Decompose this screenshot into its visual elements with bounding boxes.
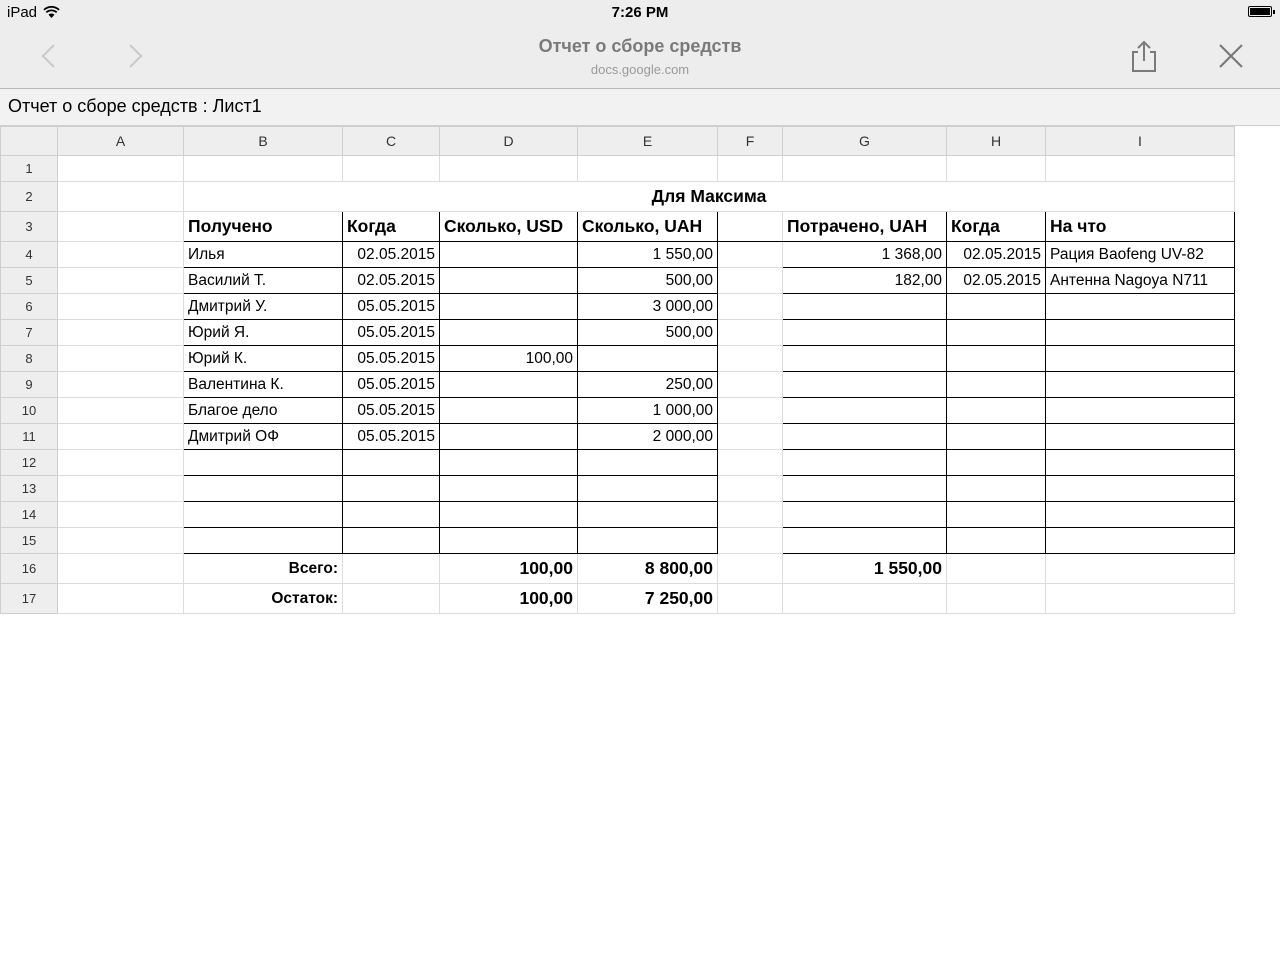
expense-what[interactable] — [1046, 294, 1235, 320]
row-header[interactable]: 1 — [1, 156, 58, 182]
cell[interactable] — [58, 212, 184, 242]
income-date[interactable]: 02.05.2015 — [343, 242, 440, 268]
expense-date[interactable] — [947, 424, 1046, 450]
cell[interactable] — [58, 182, 184, 212]
cell[interactable] — [58, 320, 184, 346]
cell[interactable] — [578, 450, 718, 476]
row-header[interactable]: 10 — [1, 398, 58, 424]
cell[interactable] — [783, 584, 947, 614]
income-usd[interactable] — [440, 242, 578, 268]
header-when-spent[interactable]: Когда — [947, 212, 1046, 242]
cell[interactable] — [947, 476, 1046, 502]
rest-uah[interactable]: 7 250,00 — [578, 584, 718, 614]
expense-date[interactable] — [947, 372, 1046, 398]
row-header[interactable]: 16 — [1, 554, 58, 584]
cell[interactable] — [58, 372, 184, 398]
cell[interactable] — [184, 528, 343, 554]
cell[interactable] — [58, 268, 184, 294]
cell[interactable] — [58, 450, 184, 476]
row-header[interactable]: 11 — [1, 424, 58, 450]
cell[interactable] — [1046, 450, 1235, 476]
income-usd[interactable] — [440, 372, 578, 398]
table-row — [1, 584, 1235, 614]
cell[interactable] — [578, 156, 718, 182]
cell[interactable] — [58, 156, 184, 182]
close-icon[interactable] — [1214, 39, 1248, 73]
table-row — [1, 294, 1235, 320]
spreadsheet-grid — [0, 126, 1235, 614]
income-date[interactable]: 02.05.2015 — [343, 268, 440, 294]
cell[interactable] — [58, 476, 184, 502]
income-name[interactable]: Благое дело — [184, 398, 343, 424]
expense-what[interactable] — [1046, 424, 1235, 450]
cell[interactable] — [184, 450, 343, 476]
row-header[interactable]: 8 — [1, 346, 58, 372]
table-row — [1, 182, 1235, 212]
income-uah[interactable]: 500,00 — [578, 320, 718, 346]
cell[interactable] — [343, 156, 440, 182]
cell[interactable] — [58, 584, 184, 614]
sheet-title: Отчет о сборе средств : Лист1 — [8, 96, 262, 116]
cell[interactable] — [718, 554, 783, 584]
cell[interactable] — [184, 156, 343, 182]
total-uah[interactable]: 8 800,00 — [578, 554, 718, 584]
table-row — [1, 554, 1235, 584]
expense-date[interactable] — [947, 346, 1046, 372]
row-header[interactable]: 9 — [1, 372, 58, 398]
expense-amount[interactable] — [783, 398, 947, 424]
cell[interactable] — [718, 528, 783, 554]
expense-what[interactable] — [1046, 398, 1235, 424]
income-uah[interactable]: 1 550,00 — [578, 242, 718, 268]
sheet-title-bar — [0, 89, 1280, 126]
cell[interactable] — [947, 502, 1046, 528]
total-spent[interactable]: 1 550,00 — [783, 554, 947, 584]
cell[interactable] — [440, 156, 578, 182]
column-header-i[interactable]: I — [1046, 127, 1235, 156]
cell[interactable] — [718, 242, 783, 268]
row-header[interactable]: 5 — [1, 268, 58, 294]
rest-usd[interactable]: 100,00 — [440, 584, 578, 614]
row-header[interactable]: 6 — [1, 294, 58, 320]
expense-what[interactable]: Рация Baofeng UV-82 — [1046, 242, 1235, 268]
income-usd[interactable] — [440, 424, 578, 450]
cell[interactable] — [1046, 502, 1235, 528]
column-header-d[interactable]: D — [440, 127, 578, 156]
cell[interactable] — [184, 476, 343, 502]
cell[interactable] — [718, 450, 783, 476]
table-row — [1, 320, 1235, 346]
cell[interactable] — [718, 476, 783, 502]
cell[interactable] — [718, 156, 783, 182]
total-label[interactable]: Всего: — [184, 554, 343, 584]
cell[interactable] — [1046, 528, 1235, 554]
income-usd[interactable] — [440, 320, 578, 346]
income-name[interactable]: Дмитрий ОФ — [184, 424, 343, 450]
income-name[interactable]: Василий Т. — [184, 268, 343, 294]
expense-amount[interactable] — [783, 320, 947, 346]
cell[interactable] — [947, 554, 1046, 584]
cell[interactable] — [578, 502, 718, 528]
income-usd[interactable]: 100,00 — [440, 346, 578, 372]
cell[interactable] — [440, 450, 578, 476]
expense-what[interactable]: Антенна Nagoya N711 — [1046, 268, 1235, 294]
table-row — [1, 346, 1235, 372]
row-header[interactable]: 2 — [1, 182, 58, 212]
header-received[interactable]: Получено — [184, 212, 343, 242]
income-name[interactable]: Валентина К. — [184, 372, 343, 398]
header-when[interactable]: Когда — [343, 212, 440, 242]
cell[interactable] — [440, 528, 578, 554]
total-usd[interactable]: 100,00 — [440, 554, 578, 584]
cell[interactable] — [343, 528, 440, 554]
column-header-e[interactable]: E — [578, 127, 718, 156]
income-date[interactable]: 05.05.2015 — [343, 424, 440, 450]
expense-what[interactable] — [1046, 320, 1235, 346]
income-uah[interactable] — [578, 346, 718, 372]
income-uah[interactable]: 2 000,00 — [578, 424, 718, 450]
income-uah[interactable]: 500,00 — [578, 268, 718, 294]
status-time: 7:26 PM — [611, 4, 669, 21]
cell[interactable] — [947, 584, 1046, 614]
battery-icon — [1248, 6, 1272, 17]
expense-date[interactable]: 02.05.2015 — [947, 268, 1046, 294]
cell[interactable] — [1046, 476, 1235, 502]
income-name[interactable]: Дмитрий У. — [184, 294, 343, 320]
expense-amount[interactable] — [783, 346, 947, 372]
cell[interactable] — [343, 502, 440, 528]
status-bar — [0, 0, 1280, 26]
cell[interactable] — [947, 528, 1046, 554]
expense-amount[interactable] — [783, 294, 947, 320]
header-uah[interactable]: Сколько, UAH — [578, 212, 718, 242]
column-header-g[interactable]: G — [783, 127, 947, 156]
cell[interactable] — [947, 450, 1046, 476]
cell[interactable] — [343, 554, 440, 584]
income-uah[interactable]: 1 000,00 — [578, 398, 718, 424]
table-row — [1, 212, 1235, 242]
row-header[interactable]: 4 — [1, 242, 58, 268]
cell[interactable] — [58, 528, 184, 554]
income-date[interactable]: 05.05.2015 — [343, 372, 440, 398]
cell[interactable] — [58, 554, 184, 584]
rest-label[interactable]: Остаток: — [184, 584, 343, 614]
expense-date[interactable] — [947, 294, 1046, 320]
table-row — [1, 450, 1235, 476]
column-header-row — [1, 127, 1235, 156]
income-uah[interactable]: 3 000,00 — [578, 294, 718, 320]
page-domain: docs.google.com — [590, 62, 690, 77]
cell[interactable] — [718, 346, 783, 372]
cell[interactable] — [184, 502, 343, 528]
header-usd[interactable]: Сколько, USD — [440, 212, 578, 242]
cell[interactable] — [718, 502, 783, 528]
expense-date[interactable]: 02.05.2015 — [947, 242, 1046, 268]
table-row — [1, 156, 1235, 182]
cell[interactable] — [58, 242, 184, 268]
cell[interactable] — [783, 450, 947, 476]
cell[interactable] — [718, 398, 783, 424]
page-title: Отчет о сборе средств — [538, 36, 742, 56]
header-what[interactable]: На что — [1046, 212, 1235, 242]
row-header[interactable]: 12 — [1, 450, 58, 476]
row-header[interactable]: 7 — [1, 320, 58, 346]
table-title-cell[interactable]: Для Максима — [184, 182, 1235, 212]
row-header[interactable]: 17 — [1, 584, 58, 614]
income-date[interactable]: 05.05.2015 — [343, 294, 440, 320]
expense-amount[interactable]: 1 368,00 — [783, 242, 947, 268]
income-usd[interactable] — [440, 268, 578, 294]
column-header-f[interactable]: F — [718, 127, 783, 156]
expense-amount[interactable] — [783, 372, 947, 398]
cell[interactable] — [58, 502, 184, 528]
expense-what[interactable] — [1046, 372, 1235, 398]
table-row — [1, 398, 1235, 424]
cell[interactable] — [718, 294, 783, 320]
expense-what[interactable] — [1046, 346, 1235, 372]
cell[interactable] — [1046, 554, 1235, 584]
cell[interactable] — [58, 294, 184, 320]
cell[interactable] — [58, 424, 184, 450]
cell[interactable] — [783, 502, 947, 528]
cell[interactable] — [783, 528, 947, 554]
table-row — [1, 502, 1235, 528]
table-row — [1, 528, 1235, 554]
expense-date[interactable] — [947, 320, 1046, 346]
cell[interactable] — [578, 476, 718, 502]
cell[interactable] — [783, 156, 947, 182]
income-date[interactable]: 05.05.2015 — [343, 346, 440, 372]
row-header[interactable]: 14 — [1, 502, 58, 528]
cell[interactable] — [718, 584, 783, 614]
cell[interactable] — [440, 502, 578, 528]
income-date[interactable]: 05.05.2015 — [343, 320, 440, 346]
cell[interactable] — [58, 398, 184, 424]
cell[interactable] — [718, 320, 783, 346]
cell[interactable] — [440, 476, 578, 502]
share-icon[interactable] — [1127, 39, 1161, 73]
cell[interactable] — [1046, 584, 1235, 614]
row-header[interactable]: 13 — [1, 476, 58, 502]
row-header[interactable]: 15 — [1, 528, 58, 554]
column-header-c[interactable]: C — [343, 127, 440, 156]
column-header-h[interactable]: H — [947, 127, 1046, 156]
income-name[interactable]: Юрий К. — [184, 346, 343, 372]
device-label: iPad — [7, 4, 38, 21]
cell[interactable] — [718, 268, 783, 294]
income-usd[interactable] — [440, 294, 578, 320]
cell[interactable] — [718, 212, 783, 242]
cell[interactable] — [343, 476, 440, 502]
cell[interactable] — [783, 476, 947, 502]
column-header-a[interactable]: A — [58, 127, 184, 156]
cell[interactable] — [58, 346, 184, 372]
table-row — [1, 268, 1235, 294]
table-row — [1, 372, 1235, 398]
table-row — [1, 242, 1235, 268]
income-name[interactable]: Юрий Я. — [184, 320, 343, 346]
cell[interactable] — [343, 584, 440, 614]
expense-date[interactable] — [947, 398, 1046, 424]
row-header[interactable]: 3 — [1, 212, 58, 242]
cell[interactable] — [718, 372, 783, 398]
cell[interactable] — [1046, 156, 1235, 182]
cell[interactable] — [718, 424, 783, 450]
cell[interactable] — [578, 528, 718, 554]
select-all-corner[interactable] — [1, 127, 58, 156]
table-row — [1, 424, 1235, 450]
income-name[interactable]: Илья — [184, 242, 343, 268]
header-spent[interactable]: Потрачено, UAH — [783, 212, 947, 242]
table-row — [1, 476, 1235, 502]
expense-amount[interactable]: 182,00 — [783, 268, 947, 294]
browser-nav-bar — [0, 26, 1280, 89]
income-date[interactable]: 05.05.2015 — [343, 398, 440, 424]
expense-amount[interactable] — [783, 424, 947, 450]
cell[interactable] — [343, 450, 440, 476]
cell[interactable] — [947, 156, 1046, 182]
column-header-b[interactable]: B — [184, 127, 343, 156]
income-uah[interactable]: 250,00 — [578, 372, 718, 398]
income-usd[interactable] — [440, 398, 578, 424]
